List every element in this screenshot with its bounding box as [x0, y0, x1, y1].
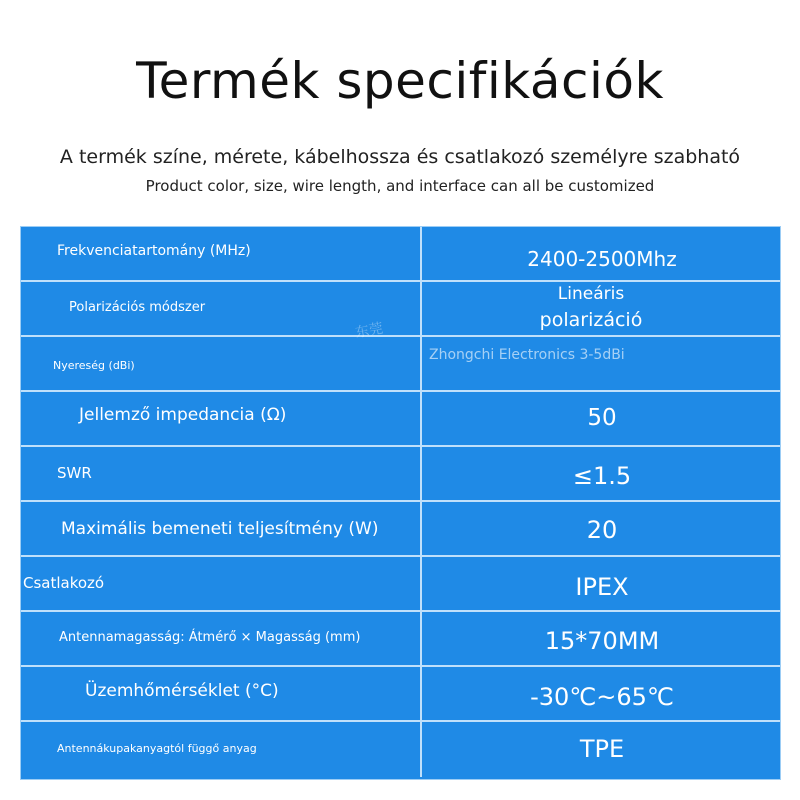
spec-row-swr [21, 447, 780, 502]
spec-label: Polarizációs módszer [69, 300, 206, 315]
spec-value: 2400-2500Mhz [527, 247, 677, 271]
subtitle-english: Product color, size, wire length, and interface can all be customized [145, 177, 655, 195]
spec-label: Jellemző impedancia (Ω) [79, 405, 287, 425]
spec-row-max-power [21, 502, 780, 557]
spec-label: Antennákupakanyagtól függő anyag [57, 742, 257, 755]
spec-value: IPEX [575, 573, 629, 601]
spec-row-connector [21, 557, 780, 612]
spec-row-frequency [21, 227, 780, 282]
spec-value-line2: polarizáció [539, 309, 643, 331]
watermark: 东莞 [353, 320, 385, 342]
spec-row-polarization [21, 282, 780, 337]
spec-value: 15*70MM [544, 627, 660, 655]
spec-row-gain [21, 337, 780, 392]
spec-row-material [21, 722, 780, 777]
spec-value: Zhongchi Electronics 3-5dBi [429, 347, 625, 363]
spec-label: Csatlakozó [23, 574, 105, 592]
page-title: Termék specifikációk [136, 52, 664, 110]
spec-label: Nyereség (dBi) [53, 359, 135, 372]
spec-label: Antennamagasság: Átmérő × Magasság (mm) [59, 630, 361, 645]
spec-value-line1: Lineáris [557, 284, 625, 304]
column-divider [420, 337, 422, 390]
spec-value: 50 [587, 405, 617, 431]
spec-row-impedance [21, 392, 780, 447]
spec-label: Maximális bemeneti teljesítmény (W) [61, 519, 379, 539]
spec-label: SWR [57, 464, 92, 482]
subtitle-hungarian: A termék színe, mérete, kábelhossza és csatlakozó személyre szabható [59, 146, 741, 168]
spec-table [20, 226, 781, 780]
spec-value: ≤1.5 [572, 462, 632, 490]
spec-value: TPE [579, 735, 625, 763]
spec-label: Frekvenciatartomány (MHz) [57, 243, 251, 259]
column-divider [420, 282, 422, 335]
spec-value: -30℃~65℃ [530, 683, 674, 711]
spec-label: Üzemhőmérséklet (°C) [85, 681, 279, 701]
spec-value: 20 [586, 516, 618, 544]
spec-row-temperature [21, 667, 780, 722]
spec-row-dimensions [21, 612, 780, 667]
